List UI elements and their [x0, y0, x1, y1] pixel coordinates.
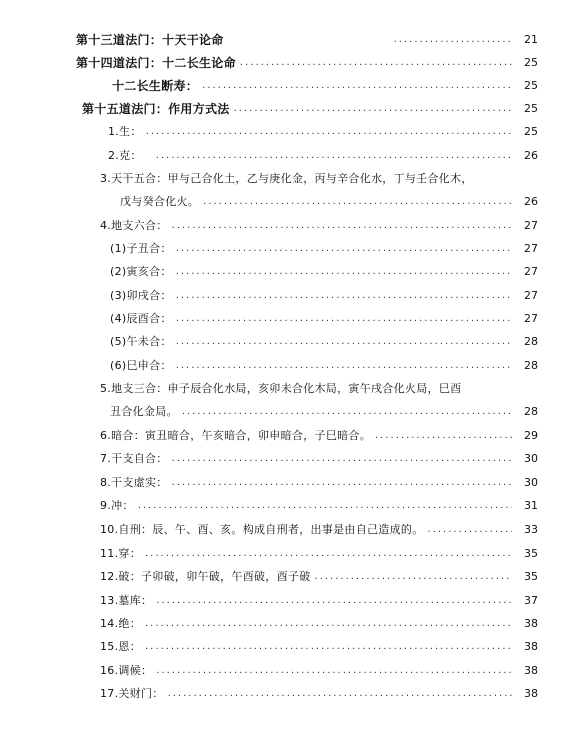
toc-entry-label: 2.克：: [108, 149, 142, 162]
toc-entry: [100, 471, 538, 493]
toc-entry: [110, 260, 538, 282]
toc-entry-page: 27: [524, 288, 538, 302]
toc-entry-page: 29: [524, 428, 538, 442]
toc-leader-dots: [203, 196, 512, 207]
toc-entry-label: 9.冲：: [100, 499, 134, 512]
toc-entry-label: 戊与癸合化火。: [120, 195, 200, 208]
toc-entry: [108, 144, 538, 166]
toc-entry-page: 38: [524, 639, 538, 653]
toc-entry: [110, 237, 538, 259]
toc-leader-dots: [176, 313, 512, 324]
toc-entry-label: 8.干支虚实：: [100, 476, 168, 489]
toc-entry: [110, 330, 538, 352]
toc-leader-dots: [156, 665, 512, 676]
toc-entry-page: 38: [524, 686, 538, 700]
toc-entry: [82, 97, 538, 119]
toc-entry: [100, 518, 538, 540]
toc-entry-label: 6.暗合：寅丑暗合，午亥暗合，卯申暗合，子巳暗合。: [100, 429, 371, 442]
toc-entry: [100, 167, 538, 189]
toc-entry-label: 丑合化金局。: [110, 405, 178, 418]
toc-entry-label: 第十五道法门：作用方式法: [82, 101, 230, 116]
toc-entry: [100, 214, 538, 236]
toc-entry-label: 15.恩：: [100, 640, 141, 653]
toc-leader-dots: [240, 57, 512, 68]
toc-entry-label: 10.自刑：辰、午、酉、亥。构成自刑者，出事是由自己造成的。: [100, 523, 424, 536]
toc-entry-label: 4.地支六合：: [100, 219, 168, 232]
toc-leader-dots: [428, 524, 513, 535]
toc-leader-dots: [176, 243, 512, 254]
toc-entry-page: 33: [524, 522, 538, 536]
toc-leader-dots: [176, 360, 512, 371]
toc-entry-page: 31: [524, 498, 538, 512]
toc-entry: [110, 400, 538, 422]
toc-entry: [76, 51, 538, 73]
toc-entry-page: 37: [524, 593, 538, 607]
toc-entry-page: 25: [524, 78, 538, 92]
toc-entry-page: 35: [524, 569, 538, 583]
toc-entry-label: 16.调候：: [100, 664, 153, 677]
toc-leader-dots: [138, 500, 512, 511]
toc-entry-label: (5)午未合：: [110, 335, 172, 348]
toc-entry: [100, 542, 538, 564]
toc-entry: [100, 377, 538, 399]
toc-leader-dots: [145, 618, 512, 629]
toc-entry-page: 25: [524, 101, 538, 115]
toc-entry: [100, 589, 538, 611]
toc-entry-page: 27: [524, 241, 538, 255]
toc-entry-page: 25: [524, 124, 538, 138]
toc-entry-page: 27: [524, 311, 538, 325]
toc-entry: [100, 447, 538, 469]
toc-entry: [108, 120, 538, 142]
toc-entry-page: 30: [524, 475, 538, 489]
toc-leader-dots: [176, 290, 512, 301]
toc-entry-label: 7.干支自合：: [100, 452, 168, 465]
toc-entry-label: 14.绝：: [100, 617, 141, 630]
toc-leader-dots: [168, 688, 512, 699]
toc-entry-page: 27: [524, 264, 538, 278]
toc-entry-page: 38: [524, 663, 538, 677]
toc-entry-page: 27: [524, 218, 538, 232]
toc-leader-dots: [375, 430, 512, 441]
toc-leader-dots: [146, 126, 512, 137]
toc-entry-label: (6)巳申合：: [110, 359, 172, 372]
toc-entry-label: 十二长生断寿：: [112, 78, 199, 93]
toc-entry-page: 26: [524, 148, 538, 162]
toc-entry-label: 第十三道法门：十天干论命: [76, 32, 224, 47]
toc-entry: [100, 659, 538, 681]
toc-entry: [120, 190, 538, 212]
toc-entry: [110, 307, 538, 329]
toc-entry-page: 28: [524, 404, 538, 418]
toc-entry-page: 26: [524, 194, 538, 208]
toc-leader-dots: [182, 406, 512, 417]
toc-entry-label: 17.关财门：: [100, 687, 164, 700]
toc-entry: [100, 565, 538, 587]
toc-leader-dots: [145, 548, 512, 559]
toc-entry-label: 3.天干五合：甲与己合化土，乙与庚化金，丙与辛合化水，丁与壬合化木，: [100, 172, 473, 185]
toc-entry: [100, 424, 538, 446]
toc-entry: [100, 682, 538, 704]
toc-leader-dots: [172, 453, 512, 464]
toc-entry-page: 25: [524, 55, 538, 69]
toc-entry-label: 5.地支三合：申子辰合化水局，亥卯未合化木局，寅午戌合化火局，巳酉: [100, 382, 462, 395]
toc-leader-dots: [176, 336, 512, 347]
toc-entry-label: 13.墓库：: [100, 594, 153, 607]
toc-leader-dots: [156, 595, 512, 606]
toc-entry: [112, 74, 538, 96]
toc-leader-dots: [145, 641, 512, 652]
toc-entry-label: 11.穿：: [100, 547, 141, 560]
toc-entry-label: 1.生：: [108, 125, 142, 138]
toc-leader-dots: [315, 571, 513, 582]
toc-entry-label: 12.破：子卯破，卯午破，午酉破，酉子破: [100, 570, 311, 583]
toc-entry: [100, 635, 538, 657]
toc-entry-label: (1)子丑合：: [110, 242, 172, 255]
toc-entry-page: 28: [524, 334, 538, 348]
toc-leader-dots: [156, 150, 512, 161]
toc-entry-label: (3)卯戌合：: [110, 289, 172, 302]
toc-entry-page: 35: [524, 546, 538, 560]
toc-entry: [110, 354, 538, 376]
toc-entry-label: 第十四道法门：十二长生论命: [76, 55, 236, 70]
toc-entry-label: (2)寅亥合：: [110, 265, 172, 278]
toc-entry-label: (4)辰酉合：: [110, 312, 172, 325]
toc-leader-dots: [394, 34, 512, 45]
toc-leader-dots: [234, 103, 512, 114]
toc-entry: [76, 28, 538, 50]
toc-leader-dots: [202, 80, 512, 91]
toc-entry: [100, 612, 538, 634]
toc-leader-dots: [176, 266, 512, 277]
toc-entry-page: 38: [524, 616, 538, 630]
toc-entry: [110, 284, 538, 306]
toc-entry-page: 21: [524, 32, 538, 46]
toc-leader-dots: [172, 220, 512, 231]
toc-leader-dots: [172, 477, 512, 488]
toc-entry-page: 28: [524, 358, 538, 372]
toc-entry: [100, 494, 538, 516]
toc-entry-page: 30: [524, 451, 538, 465]
